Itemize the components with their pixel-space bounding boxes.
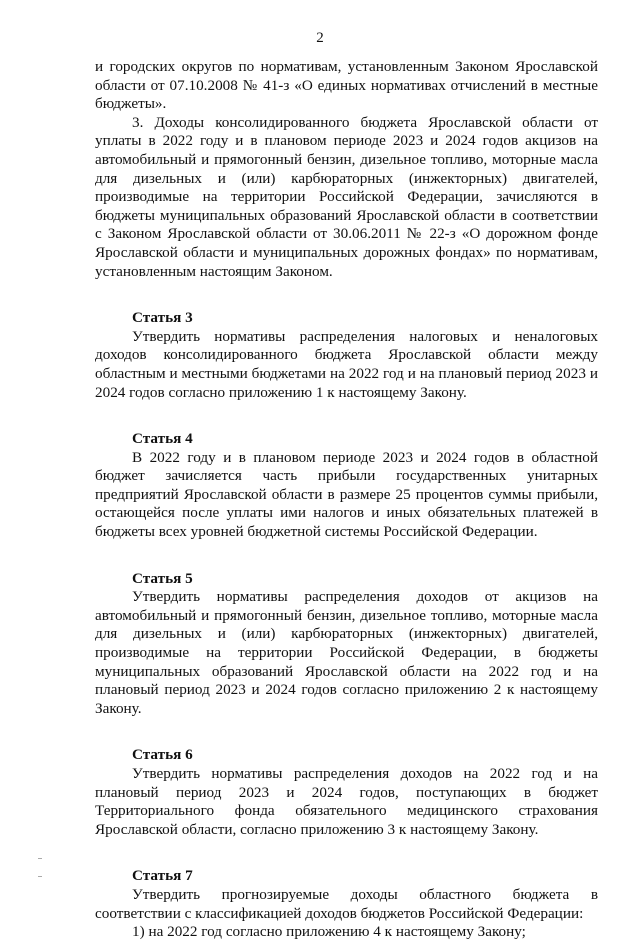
article-title: Статья 5 (132, 569, 193, 587)
article-title: Статья 6 (132, 746, 193, 764)
article-subitem: 1) на 2022 год согласно приложению 4 к настоящему Закону; (132, 923, 526, 941)
continuation-paragraph: и городских округов по нормативам, установленным Законом Ярославской области от 07.10.2008 № 41-з «О единых нормативах отчислений в местные бюджеты». (95, 58, 598, 113)
article-text: В 2022 году и в плановом периоде 2023 и 2024 годов в областной бюджет зачисляется часть прибыли государственных унитарных предприятий Ярославской области в размере 25 процентов суммы прибыли, остающейся после уплаты ими налогов и иных обязательных платежей в бюджеты всех уровней бюджетной системы Российской Федерации. (95, 448, 598, 541)
article-text: Утвердить нормативы распределения доходов от акцизов на автомобильный и прямогонный бензин, дизельное топливо, моторные масла для дизельных и (или) карбюраторных (инжекторных) двигателей, производимые на территории Российской Федерации, в бюджеты муниципальных образований Ярославской области на 2022 год и на плановый период 2023 и 2024 годов согласно приложению 2 к настоящему Закону. (95, 588, 598, 717)
article-text: Утвердить нормативы распределения доходов на 2022 год и на плановый период 2023 и 2024 годов, поступающих в бюджет Территориального фонда обязательного медицинского страхования Ярославской области, согласно приложению 3 к настоящему Закону. (95, 765, 598, 838)
article-4 (95, 430, 598, 542)
item-3-paragraph: 3. Доходы консолидированного бюджета Ярославской области от уплаты в 2022 году и в плановом периоде 2023 и 2024 годов акцизов на автомобильный и прямогонный бензин, дизельное топливо, моторные масла для дизельных и (или) карбюраторных (инжекторных) двигателей, производимые на территории Российской Федерации, зачисляются в бюджеты муниципальных образований Ярославской области в соответствии с Законом Ярославской области от 30.06.2011 № 22-з «О дорожном фонде Ярославской области и муниципальных дорожных фондах» по нормативам, установленным настоящим Законом. (95, 113, 598, 280)
article-3 (95, 309, 598, 402)
article-title: Статья 7 (132, 867, 193, 885)
article-title: Статья 3 (132, 309, 193, 327)
scan-mark (38, 858, 42, 859)
article-5 (95, 570, 598, 719)
article-text: Утвердить прогнозируемые доходы областного бюджета в соответствии с классификацией доходов бюджетов Российской Федерации: (95, 885, 598, 922)
page-number: 2 (316, 30, 324, 46)
article-text: Утвердить нормативы распределения налоговых и неналоговых доходов консолидированного бюджета Ярославской области между областным и местными бюджетами на 2022 год и на плановый период 2023 и 2024 годов согласно приложению 1 к настоящему Закону. (95, 327, 598, 401)
article-title: Статья 4 (132, 430, 193, 448)
document-body (95, 58, 598, 942)
article-6 (95, 746, 598, 839)
scan-mark (38, 876, 42, 877)
